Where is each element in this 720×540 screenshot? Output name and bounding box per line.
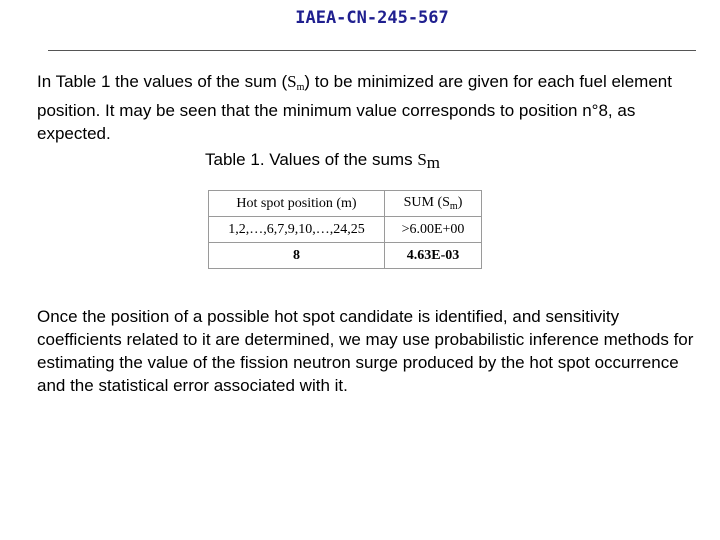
sum-cell: 4.63E-03 bbox=[385, 243, 482, 269]
table-row bbox=[209, 217, 482, 243]
outro-paragraph: Once the position of a possible hot spot candidate is identified, and sensitivity coefficients related to it are determined, we may use probabilistic inference methods for estimating the value of the fission neutron surge produced by the hot spot occurrence and the statistical error associated with it. bbox=[37, 307, 694, 395]
intro-paragraph bbox=[37, 70, 702, 145]
intro-text-end: ) to be minimized are given for each fuel element position. It may be seen that the minimum value corresponds to position n°8, as expected. bbox=[37, 72, 672, 143]
header-sum bbox=[385, 191, 482, 217]
sum-symbol: S bbox=[287, 72, 297, 91]
sum-subscript: m bbox=[296, 82, 305, 93]
table-row bbox=[209, 243, 482, 269]
table-header-row bbox=[209, 191, 482, 217]
header-sum-prefix: SUM (S bbox=[403, 195, 450, 210]
header-divider bbox=[48, 50, 696, 51]
table-caption bbox=[205, 150, 440, 173]
document-code-header: IAEA-CN-245-567 bbox=[295, 8, 449, 28]
header-position: Hot spot position (m) bbox=[209, 191, 385, 217]
sums-table bbox=[208, 190, 482, 269]
header-sum-subscript: m bbox=[449, 201, 458, 212]
caption-symbol: S bbox=[417, 150, 427, 169]
intro-text-start: In Table 1 the values of the sum ( bbox=[37, 72, 288, 91]
position-cell: 1,2,…,6,7,9,10,…,24,25 bbox=[209, 217, 385, 243]
caption-text: Table 1. Values of the sums bbox=[205, 150, 418, 169]
caption-subscript: m bbox=[426, 153, 441, 172]
position-cell: 8 bbox=[209, 243, 385, 269]
sum-cell: >6.00E+00 bbox=[385, 217, 482, 243]
header-sum-suffix: ) bbox=[457, 195, 463, 210]
